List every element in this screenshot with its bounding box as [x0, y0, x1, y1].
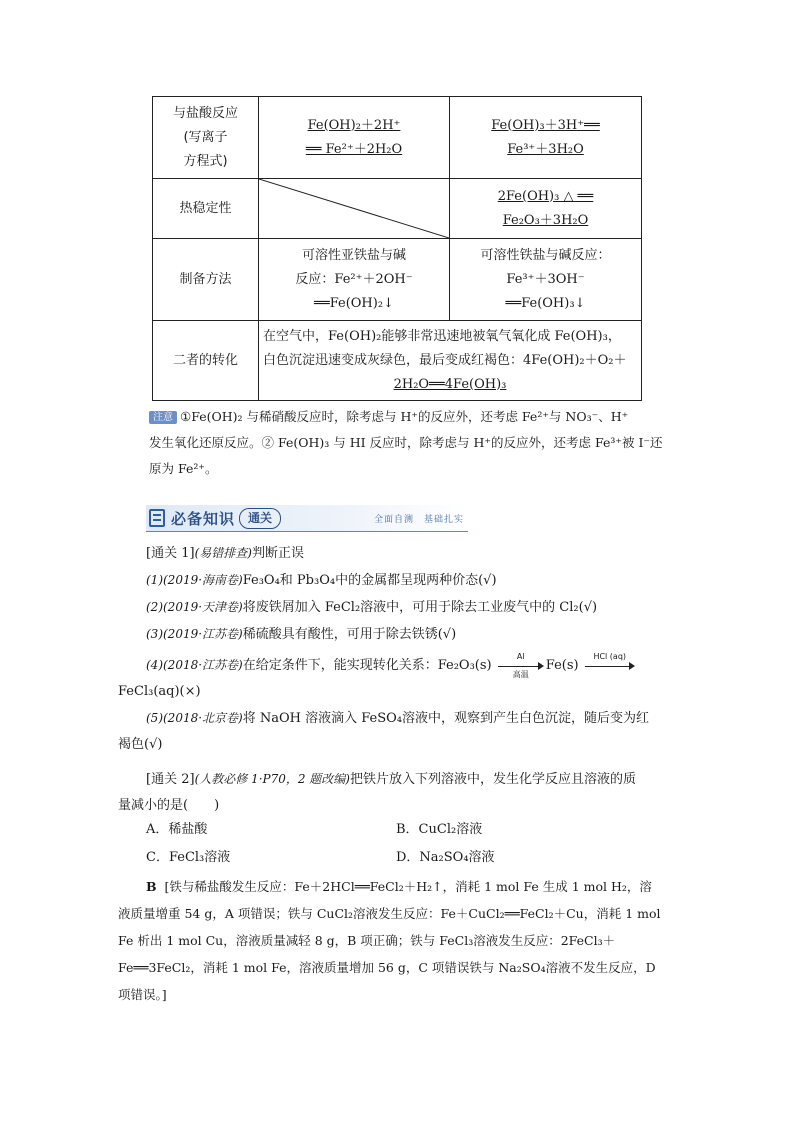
- note-text: ①Fe(OH)₂ 与稀硝酸反应时，除考虑与 H⁺的反应外，还考虑 Fe²⁺与 NO₃⁻、H⁺: [180, 409, 629, 424]
- list-item: [146, 567, 654, 594]
- arrow-top-label: HCl (aq): [593, 651, 627, 661]
- section-header: [146, 505, 468, 532]
- fe-oh2-prep-cell: [259, 239, 450, 321]
- table-row: [153, 97, 642, 179]
- fe-oh3-thermal-cell: [450, 179, 642, 239]
- book-icon: [149, 509, 165, 527]
- equation-line: 2H₂O══4Fe(OH)₃: [393, 376, 507, 392]
- equation-line: Fe(OH)₃＋3H⁺══: [491, 117, 600, 133]
- arrow-bottom-label: 高温: [512, 669, 529, 679]
- option-a: A．稀盐酸: [146, 822, 208, 837]
- equation-line: ══ Fe²⁺＋2H₂O: [305, 141, 403, 157]
- option-row: [146, 844, 646, 872]
- row-header-line: 方程式): [183, 153, 228, 169]
- question-title-text: 判断正误: [251, 546, 304, 561]
- fe-oh2-hcl-cell: [259, 97, 450, 179]
- question-title-text: 把铁片放入下列溶液中，发生化学反应且溶液的质: [349, 772, 636, 787]
- note-badge: 注意: [149, 411, 177, 424]
- item-text: Fe(s): [545, 658, 579, 673]
- option-d: D．Na₂SO₄溶液: [396, 850, 495, 865]
- question-1: [118, 540, 654, 758]
- row-header-hcl: [153, 97, 259, 179]
- fe-oh3-prep-cell: [450, 239, 642, 321]
- options-block: [146, 816, 646, 872]
- empty-diagonal-cell: [259, 179, 450, 239]
- row-header-prep: 制备方法: [153, 239, 259, 321]
- table-row: [153, 179, 642, 239]
- note-line: 原为 Fe²⁺。: [149, 461, 218, 476]
- item-continuation: 褐色(√): [118, 737, 163, 752]
- question-tag: (易错排查): [194, 546, 252, 560]
- question-2: [118, 766, 654, 819]
- note-block: [149, 404, 663, 482]
- question-label: [通关 2]: [146, 772, 195, 787]
- item-source: (5)(2018·北京卷): [146, 711, 243, 725]
- option-c: C．FeCl₃溶液: [146, 850, 231, 865]
- item-source: (1)(2019·海南卷): [146, 573, 243, 587]
- section-title: 必备知识: [171, 509, 236, 528]
- comparison-table: [152, 96, 642, 401]
- section-seal: 通关: [239, 508, 281, 529]
- text-line: 可溶性亚铁盐与碱: [301, 247, 406, 263]
- question-label: [通关 1]: [146, 546, 195, 561]
- note-line: [149, 404, 649, 430]
- answer-line: Fe 析出 1 mol Cu，溶液质量减轻 8 g，B 项正确；铁与 FeCl₃溶液发生反应：2FeCl₃＋: [118, 933, 616, 948]
- item-text: 将 NaOH 溶液滴入 FeSO₄溶液中，观察到产生白色沉淀，随后变为红: [242, 711, 650, 726]
- row-header-line: (写离子: [183, 129, 228, 145]
- note-line: 发生氧化还原反应。② Fe(OH)₃ 与 HI 反应时，除考虑与 H⁺的反应外，还考虑 Fe³⁺被 I⁻还: [149, 435, 663, 450]
- text-line: 反应：Fe²⁺＋2OH⁻: [295, 271, 413, 287]
- row-header-thermal: 热稳定性: [153, 179, 259, 239]
- item-source: (4)(2018·江苏卷): [146, 658, 243, 672]
- section-subtitle: 全面自测 基础扎实: [373, 514, 464, 525]
- text-line: Fe³⁺＋3OH⁻: [506, 271, 585, 287]
- row-header-line: 与盐酸反应: [172, 105, 238, 121]
- equation-line: Fe(OH)₂＋2H⁺: [307, 117, 401, 133]
- table-row: [153, 239, 642, 321]
- text-line: ══Fe(OH)₂↓: [314, 295, 394, 311]
- table-row: [153, 321, 642, 401]
- list-item: [146, 621, 654, 648]
- answer-block: [118, 873, 661, 1008]
- reaction-arrow-icon: [498, 651, 544, 679]
- item-continuation: FeCl₃(aq)(×): [118, 684, 201, 699]
- equation-line: Fe₂O₃＋3H₂O: [502, 212, 589, 228]
- equation-line: 2Fe(OH)₃ △ ══: [497, 188, 594, 204]
- text-line: 白色沉淀迅速变成灰绿色，最后变成红褐色：4Fe(OH)₂＋O₂＋: [263, 352, 627, 368]
- answer-text: [铁与稀盐酸发生反应：Fe＋2HCl══FeCl₂＋H₂↑，消耗 1 mol Fe 生成 1 mol H₂，溶: [164, 879, 652, 894]
- list-item: [146, 594, 654, 621]
- item-source: (2)(2019·天津卷): [146, 600, 243, 614]
- list-item: [146, 705, 654, 732]
- reaction-arrow-icon: [585, 651, 635, 673]
- item-source: (3)(2019·江苏卷): [146, 627, 243, 641]
- option-row: [146, 816, 646, 844]
- row-header-conversion: 二者的转化: [153, 321, 259, 401]
- question-title-text: 量减小的是( ): [118, 798, 220, 813]
- text-line: 在空气中，Fe(OH)₂能够非常迅速地被氧气氧化成 Fe(OH)₃，: [263, 328, 621, 344]
- diagonal-line: [259, 179, 449, 238]
- item-text: 在给定条件下，能实现转化关系：Fe₂O₃(s): [242, 658, 492, 673]
- text-line: 可溶性铁盐与碱反应：: [480, 247, 611, 263]
- conversion-cell: [259, 321, 642, 401]
- question-title: [146, 766, 654, 793]
- answer-line: Fe══3FeCl₂，消耗 1 mol Fe，溶液质量增加 56 g，C 项错误铁与 Na₂SO₄溶液不发生反应，D: [118, 960, 656, 975]
- item-text: 将废铁屑加入 FeCl₂溶液中，可用于除去工业废气中的 Cl₂(√): [242, 600, 598, 615]
- answer-line: [146, 873, 652, 900]
- arrow-top-label: Al: [516, 651, 525, 661]
- item-text: 稀硫酸具有酸性，可用于除去铁锈(√): [242, 627, 457, 642]
- question-title: [146, 540, 654, 567]
- item-text: Fe₃O₄和 Pb₃O₄中的金属都呈现两种价态(√): [242, 573, 497, 588]
- answer-line: 液质量增重 54 g，A 项错误；铁与 CuCl₂溶液发生反应：Fe＋CuCl₂══FeCl₂＋Cu，消耗 1 mol: [118, 906, 661, 921]
- equation-line: Fe³⁺＋3H₂O: [507, 141, 584, 157]
- list-item: [146, 652, 654, 679]
- answer-letter: B: [146, 879, 157, 894]
- text-line: ══Fe(OH)₃↓: [505, 295, 586, 311]
- answer-line: 项错误。]: [118, 987, 167, 1002]
- question-tag: (人教必修 1·P70，2 题改编): [194, 772, 350, 786]
- option-b: B．CuCl₂溶液: [396, 822, 483, 837]
- fe-oh3-hcl-cell: [450, 97, 642, 179]
